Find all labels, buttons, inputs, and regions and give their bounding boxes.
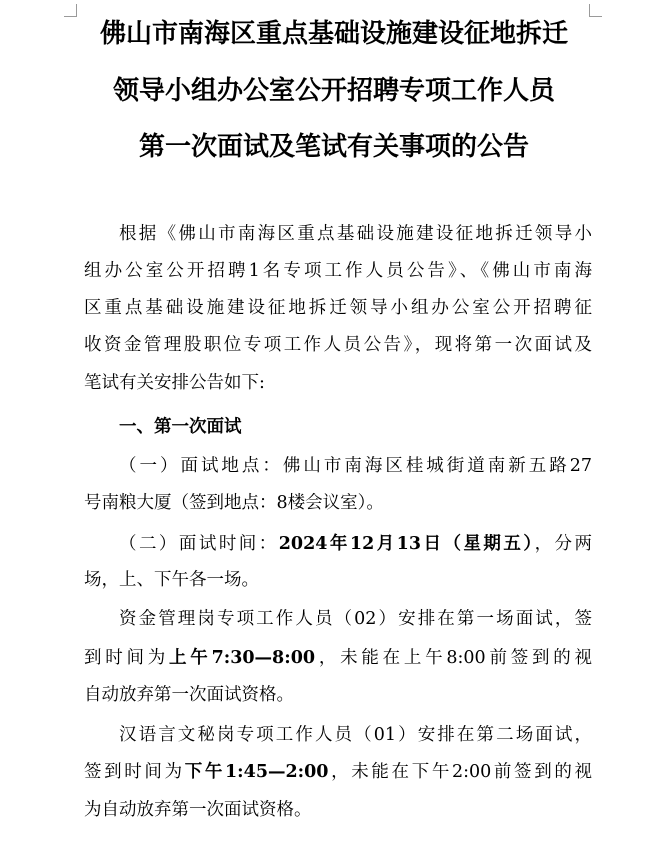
intro-line-2: 组办公室公开招聘1名专项工作人员公告》、《佛山市南海	[84, 261, 592, 281]
intro-line-1: 根据《佛山市南海区重点基础设施建设征地拆迁领导小	[119, 224, 592, 244]
session2-signin-suffix: ，未能在下午2:00前签到的视	[328, 762, 592, 782]
location-line-2: 号南粮大厦（签到地点：8楼会议室）。	[84, 493, 384, 513]
time-suffix: ，分两	[534, 534, 592, 554]
title-line-3: 第一次面试及笔试有关事项的公告	[138, 132, 529, 162]
crop-mark-top-left	[64, 4, 77, 17]
intro-line-3: 区重点基础设施建设征地拆迁领导小组办公室公开招聘征	[84, 298, 592, 318]
title-line-1: 佛山市南海区重点基础设施建设征地拆迁	[99, 19, 568, 49]
intro-line-5: 笔试有关安排公告如下:	[84, 373, 265, 393]
session1-signin-suffix: ，未能在上午8:00前签到的视	[315, 648, 592, 668]
session2-line-3: 为自动放弃第一次面试资格。	[84, 800, 312, 820]
session1-signin-time: 上午7:30—8:00	[169, 648, 316, 668]
time-line-1	[119, 531, 592, 557]
session2-line-2	[84, 759, 592, 785]
session1-line-2	[84, 645, 592, 671]
intro-line-4: 收资金管理股职位专项工作人员公告》，现将第一次面试及	[84, 335, 592, 355]
session2-line-1: 汉语言文秘岗专项工作人员（01）安排在第二场面试，	[119, 725, 592, 745]
session1-line-3: 自动放弃第一次面试资格。	[84, 685, 294, 705]
session2-signin-prefix: 签到时间为	[84, 762, 185, 782]
crop-mark-top-right	[589, 4, 602, 17]
time-prefix: （二）面试时间：	[119, 534, 279, 554]
session1-line-1: 资金管理岗专项工作人员（02）安排在第一场面试，签	[119, 609, 592, 629]
session1-signin-prefix: 到时间为	[84, 648, 170, 668]
location-line-1: （一）面试地点：佛山市南海区桂城街道南新五路27	[119, 456, 592, 476]
interview-date: 2024年12月13日（星期五）	[278, 534, 535, 554]
time-line-2: 场，上、下午各一场。	[84, 570, 259, 590]
section-heading: 一、第一次面试	[119, 417, 242, 437]
title-line-2: 领导小组办公室公开招聘专项工作人员	[112, 76, 555, 106]
session2-signin-time: 下午1:45—2:00	[184, 762, 329, 782]
